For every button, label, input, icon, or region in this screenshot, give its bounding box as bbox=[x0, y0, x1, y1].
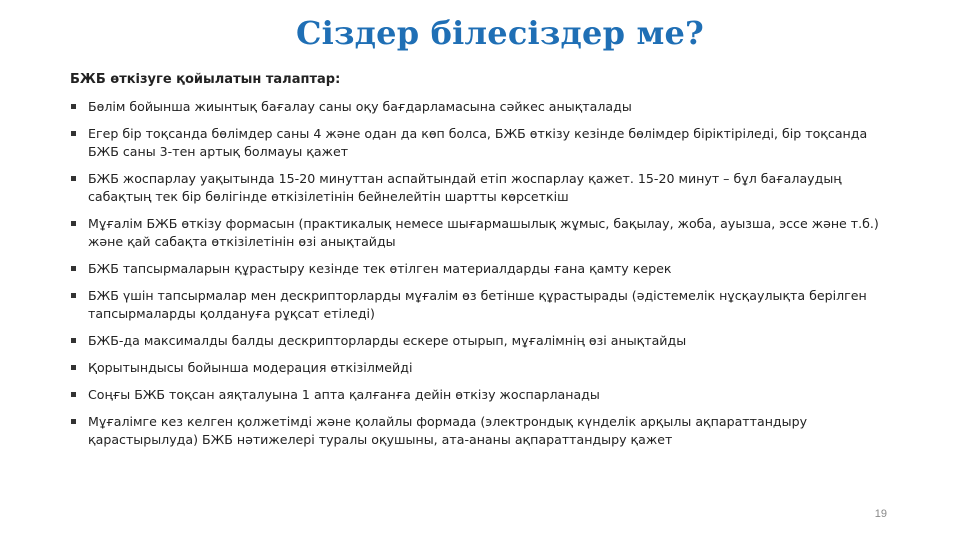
list-item bbox=[70, 125, 890, 161]
requirements-heading: БЖБ өткізуге қойылатын талаптар: bbox=[70, 72, 341, 87]
bullet-square-icon bbox=[71, 392, 76, 397]
list-item-text: БЖБ жоспарлау уақытында 15-20 минуттан аспайтындай етіп жоспарлау қажет. 15-20 минут – бұл бағалаудың сабақтың тек бір бөлігінде өткізілетінін бейнелейтін шартты көрсеткіш bbox=[88, 171, 842, 204]
list-item-text: Мұғалімге кез келген қолжетімді және қолайлы формада (электрондық күнделік арқылы ақпараттандыру қарастырылуда) БЖБ нәтижелері туралы оқушыны, ата-ананы ақпараттандыру қажет bbox=[88, 414, 808, 447]
list-item-text: Соңғы БЖБ тоқсан аяқталуына 1 апта қалғанға дейін өткізу жоспарланады bbox=[88, 387, 600, 402]
bullet-square-icon bbox=[71, 176, 76, 181]
list-item bbox=[70, 260, 890, 278]
list-item-text: Қорытындысы бойынша модерация өткізілмейді bbox=[88, 360, 413, 375]
list-item-text: Бөлім бойынша жиынтық бағалау саны оқу бағдарламасына сәйкес анықталады bbox=[88, 99, 632, 114]
page-number: 19 bbox=[874, 508, 887, 520]
bullet-square-icon bbox=[71, 266, 76, 271]
bullet-square-icon bbox=[71, 338, 76, 343]
slide-title: Сіздер білесіздер ме? bbox=[295, 14, 705, 52]
list-item bbox=[70, 170, 890, 206]
bullet-square-icon bbox=[71, 365, 76, 370]
list-item bbox=[70, 332, 890, 350]
list-item bbox=[70, 98, 890, 116]
list-item bbox=[70, 215, 890, 251]
bullet-square-icon bbox=[71, 131, 76, 136]
bullet-square-icon bbox=[71, 221, 76, 226]
list-item-text: БЖБ-да максималды балды дескрипторларды ескере отырып, мұғалімнің өзі анықтайды bbox=[88, 333, 687, 348]
bullet-square-icon bbox=[71, 104, 76, 109]
requirements-list bbox=[70, 98, 890, 449]
list-item bbox=[70, 386, 890, 404]
slide-content bbox=[70, 72, 890, 458]
list-item bbox=[70, 359, 890, 377]
list-item-text: БЖБ тапсырмаларын құрастыру кезінде тек өтілген материалдарды ғана қамту керек bbox=[88, 261, 672, 276]
list-item bbox=[70, 287, 890, 323]
list-item bbox=[70, 413, 890, 449]
list-item-text: БЖБ үшін тапсырмалар мен дескрипторларды мұғалім өз бетінше құрастырады (әдістемелік нұсқаулықта берілген тапсырмаларды қолдануға рұқсат етіледі) bbox=[88, 288, 867, 321]
bullet-square-icon bbox=[71, 419, 76, 424]
list-item-text: Егер бір тоқсанда бөлімдер саны 4 және одан да көп болса, БЖБ өткізу кезінде бөлімдер біріктіріледі, бір тоқсанда БЖБ саны 3-тен артық болмауы қажет bbox=[88, 126, 868, 159]
bullet-square-icon bbox=[71, 293, 76, 298]
list-item-text: Мұғалім БЖБ өткізу формасын (практикалық немесе шығармашылық жұмыс, бақылау, жоба, ауызша, эссе және т.б.) және қай сабақта өткізілетінін өзі анықтайды bbox=[88, 216, 879, 249]
